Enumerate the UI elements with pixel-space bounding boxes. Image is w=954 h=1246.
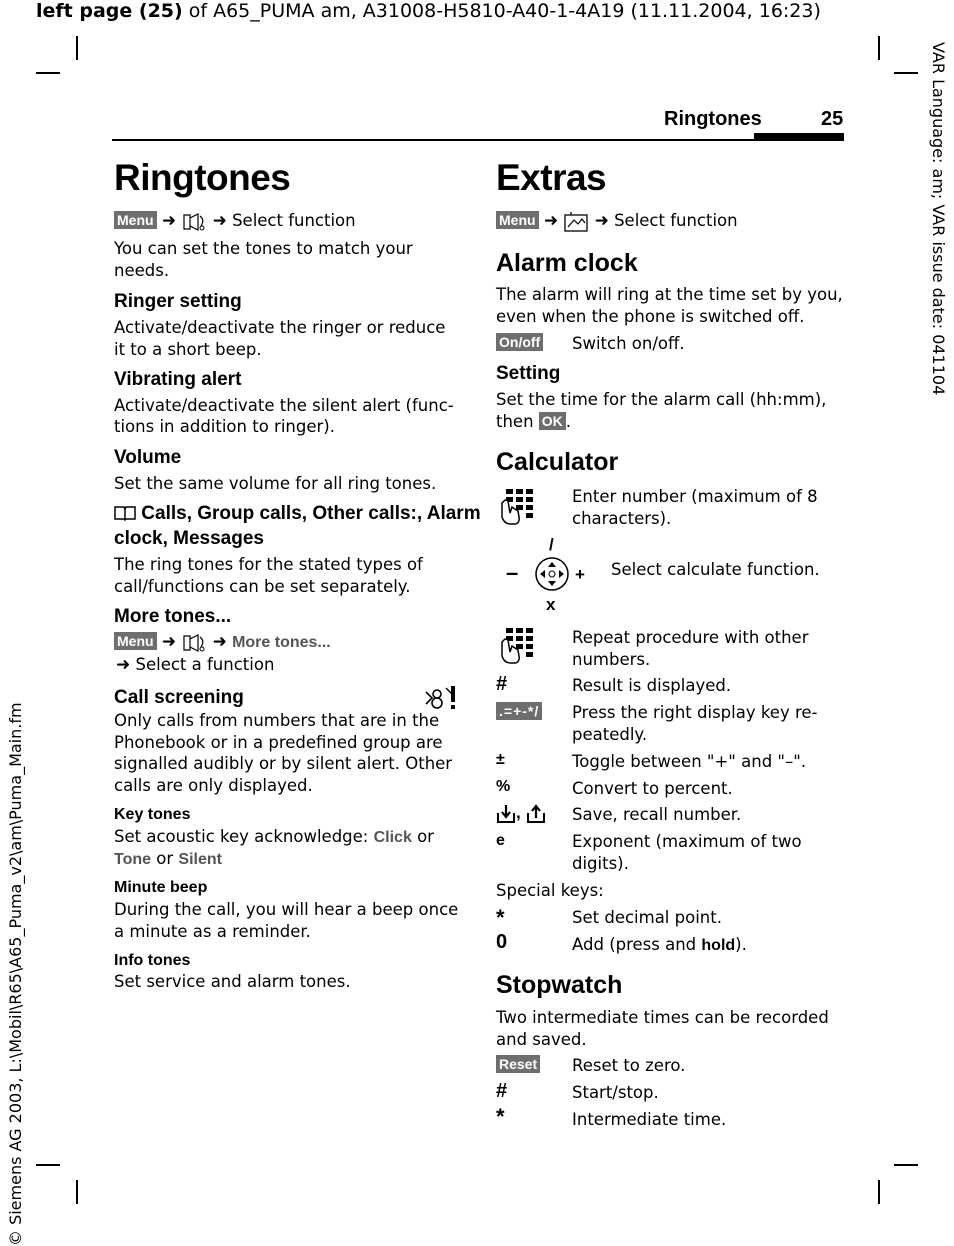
setting-text-line1: Set the time for the alarm call (hh:mm),: [496, 390, 827, 409]
file-header-rest: of A65_PUMA am, A31008-H5810-A40-1-4A19 (11.11.2004, 16:23): [182, 0, 821, 22]
heading-minute-beep: Minute beep: [114, 879, 208, 896]
key-tones-text: Set acoustic key acknowledge:: [114, 827, 374, 846]
crop-mark: [76, 36, 78, 60]
nav-left-label: –: [506, 560, 519, 585]
crop-mark: [878, 1180, 880, 1204]
calc-exponent-text: Exponent (maximum of two digits).: [572, 832, 802, 873]
calc-result-text: Result is displayed.: [572, 676, 732, 695]
nav-path-extras: [496, 210, 738, 233]
calc-save-text: Save, recall number.: [572, 805, 742, 824]
header-rule-tab: [754, 133, 844, 140]
comma-separator: ,: [516, 803, 521, 822]
ringtone-icon: [181, 633, 207, 653]
heading-calculator: Calculator: [496, 448, 619, 476]
star-key: *: [496, 905, 505, 930]
heading-calls-line1: Calls, Group calls, Other calls:, Alarm: [141, 503, 481, 524]
ops-key-cell: [496, 702, 542, 721]
heading-volume: Volume: [114, 447, 182, 468]
key-tones-line1: [114, 826, 434, 849]
side-text-right: VAR Language: am; VAR issue date: 041104: [929, 42, 948, 396]
onoff-key-cell: [496, 333, 543, 352]
arrow-icon: ➜: [161, 211, 177, 231]
text-or: or: [151, 849, 179, 868]
calc-select-function: Select calculate function.: [611, 560, 820, 579]
book-icon: [114, 505, 136, 521]
plusminus-key: ±: [496, 751, 505, 768]
setting-period: .: [565, 412, 572, 431]
arrow-icon: ➜: [116, 655, 131, 675]
nav-down-label: x: [546, 595, 556, 614]
crop-mark: [36, 72, 60, 74]
extras-icon: [563, 211, 589, 233]
option-click: Click: [373, 829, 412, 846]
hold-text: hold: [701, 937, 736, 954]
menu-item-more-tones: More tones...: [232, 634, 331, 651]
save-icon: [496, 804, 516, 824]
calc-repeat-text: Repeat procedure with other numbers.: [572, 628, 809, 669]
setting-then: then: [496, 412, 539, 431]
onoff-key: On/off: [496, 333, 543, 351]
hash-key: #: [496, 673, 508, 695]
stopwatch-reset-text: Reset to zero.: [572, 1056, 686, 1075]
heading-calls-line2: clock, Messages: [114, 528, 264, 549]
ringer-setting-text: Activate/deactivate the ringer or reduce it to a short beep.: [114, 318, 446, 359]
vibrating-text-line1: Activate/deactivate the silent alert (func-: [114, 396, 454, 415]
page-title-extras: Extras: [496, 157, 607, 198]
nav-select-function: Select function: [232, 211, 356, 230]
heading-call-screening: Call screening: [114, 687, 244, 708]
file-header-prefix: left page (25): [36, 0, 183, 22]
onoff-text: Switch on/off.: [572, 334, 685, 353]
ringtone-icon: [181, 212, 207, 232]
page-number: 25: [821, 108, 844, 130]
setting-text-line2: [496, 411, 571, 433]
zero-key: 0: [496, 931, 508, 953]
stopwatch-text: Two intermediate times can be recorded and saved.: [496, 1008, 829, 1049]
option-tone: Tone: [114, 851, 152, 868]
arrow-icon: ➜: [543, 211, 559, 231]
calls-text: The ring tones for the stated types of call/functions can be set separately.: [114, 555, 423, 596]
calc-add-text: [572, 934, 842, 957]
heading-more-tones: More tones...: [114, 606, 232, 627]
text-or: or: [411, 827, 434, 846]
page-title-ringtones: Ringtones: [114, 157, 291, 198]
heading-stopwatch: Stopwatch: [496, 971, 623, 999]
more-select-function: Select a function: [135, 655, 275, 674]
heading-calls: [114, 503, 481, 525]
arrow-icon: ➜: [212, 632, 227, 652]
ops-key: .=+-*/: [496, 702, 542, 720]
vibrating-text-line2: tions in addition to ringer).: [114, 417, 335, 436]
alarm-clock-text: The alarm will ring at the time set by you, even when the phone is switched off.: [496, 285, 843, 326]
heading-info-tones: Info tones: [114, 952, 191, 969]
calc-decimal-text: Set decimal point.: [572, 908, 722, 927]
side-text-left: © Siemens AG 2003, L:\Mobil\R65\A65_Puma_v2\am\Puma_Main.fm: [6, 702, 25, 1246]
info-tones-text: Set service and alarm tones.: [114, 972, 351, 991]
running-title: Ringtones: [664, 108, 762, 130]
percent-key: %: [496, 778, 511, 795]
navigation-key-icon[interactable]: [534, 556, 570, 592]
heading-vibrating-alert: Vibrating alert: [114, 369, 242, 390]
volume-text: Set the same volume for all ring tones.: [114, 474, 437, 493]
file-header: [36, 0, 821, 22]
heading-alarm-clock: Alarm clock: [496, 249, 638, 277]
call-screening-text: Only calls from numbers that are in the Phonebook or in a predefined group are signalled audibly or by silent alert. Other calls are only displayed.: [114, 711, 453, 795]
intro-text: You can set the tones to match your needs.: [114, 239, 413, 280]
ok-key: OK: [539, 412, 566, 430]
stopwatch-start-text: Start/stop.: [572, 1083, 659, 1102]
nav-path-more-tones: [114, 631, 331, 654]
heading-ringer-setting: Ringer setting: [114, 291, 242, 312]
recall-icon: [526, 804, 546, 824]
arrow-icon: ➜: [594, 211, 609, 231]
option-silent: Silent: [178, 851, 222, 868]
crop-mark: [76, 1180, 78, 1204]
heading-setting: Setting: [496, 363, 561, 384]
add-text-1: Add (press and: [572, 935, 702, 954]
star-key: *: [496, 1104, 505, 1129]
arrow-icon: ➜: [161, 632, 177, 652]
stopwatch-intermediate-text: Intermediate time.: [572, 1110, 727, 1129]
keypad-icon: [498, 487, 538, 527]
hash-key: #: [496, 1080, 508, 1102]
header-rule: [112, 139, 844, 141]
crop-mark: [36, 1164, 60, 1166]
arrow-icon: ➜: [212, 211, 227, 231]
more-tones-select: [116, 654, 274, 677]
nav-right-label: +: [575, 565, 585, 584]
menu-key: Menu: [114, 632, 157, 650]
heading-key-tones: Key tones: [114, 806, 191, 823]
nav-up-label: /: [549, 535, 554, 554]
special-keys-label: Special keys:: [496, 881, 604, 900]
crop-mark: [894, 1164, 918, 1166]
reset-key-cell: [496, 1055, 540, 1074]
calc-press-text: Press the right display key re-peatedly.: [572, 703, 818, 744]
crop-mark: [878, 36, 880, 60]
call-screening-icon: [424, 684, 458, 712]
exponent-key: e: [496, 832, 505, 849]
key-tones-line2: [114, 848, 222, 871]
minute-beep-text: During the call, you will hear a beep once a minute as a reminder.: [114, 900, 459, 941]
calc-enter-text: Enter number (maximum of 8 characters).: [572, 487, 818, 528]
add-text-2: ).: [735, 935, 747, 954]
menu-key: Menu: [114, 211, 157, 229]
keypad-icon: [498, 626, 538, 666]
crop-mark: [894, 72, 918, 74]
calc-percent-text: Convert to percent.: [572, 779, 733, 798]
nav-path-ringtones: [114, 210, 356, 233]
save-recall-keys: [496, 803, 546, 824]
nav-select-function: Select function: [614, 211, 738, 230]
calc-toggle-text: Toggle between "+" and "–".: [572, 752, 807, 771]
menu-key: Menu: [496, 211, 539, 229]
reset-key: Reset: [496, 1055, 540, 1073]
